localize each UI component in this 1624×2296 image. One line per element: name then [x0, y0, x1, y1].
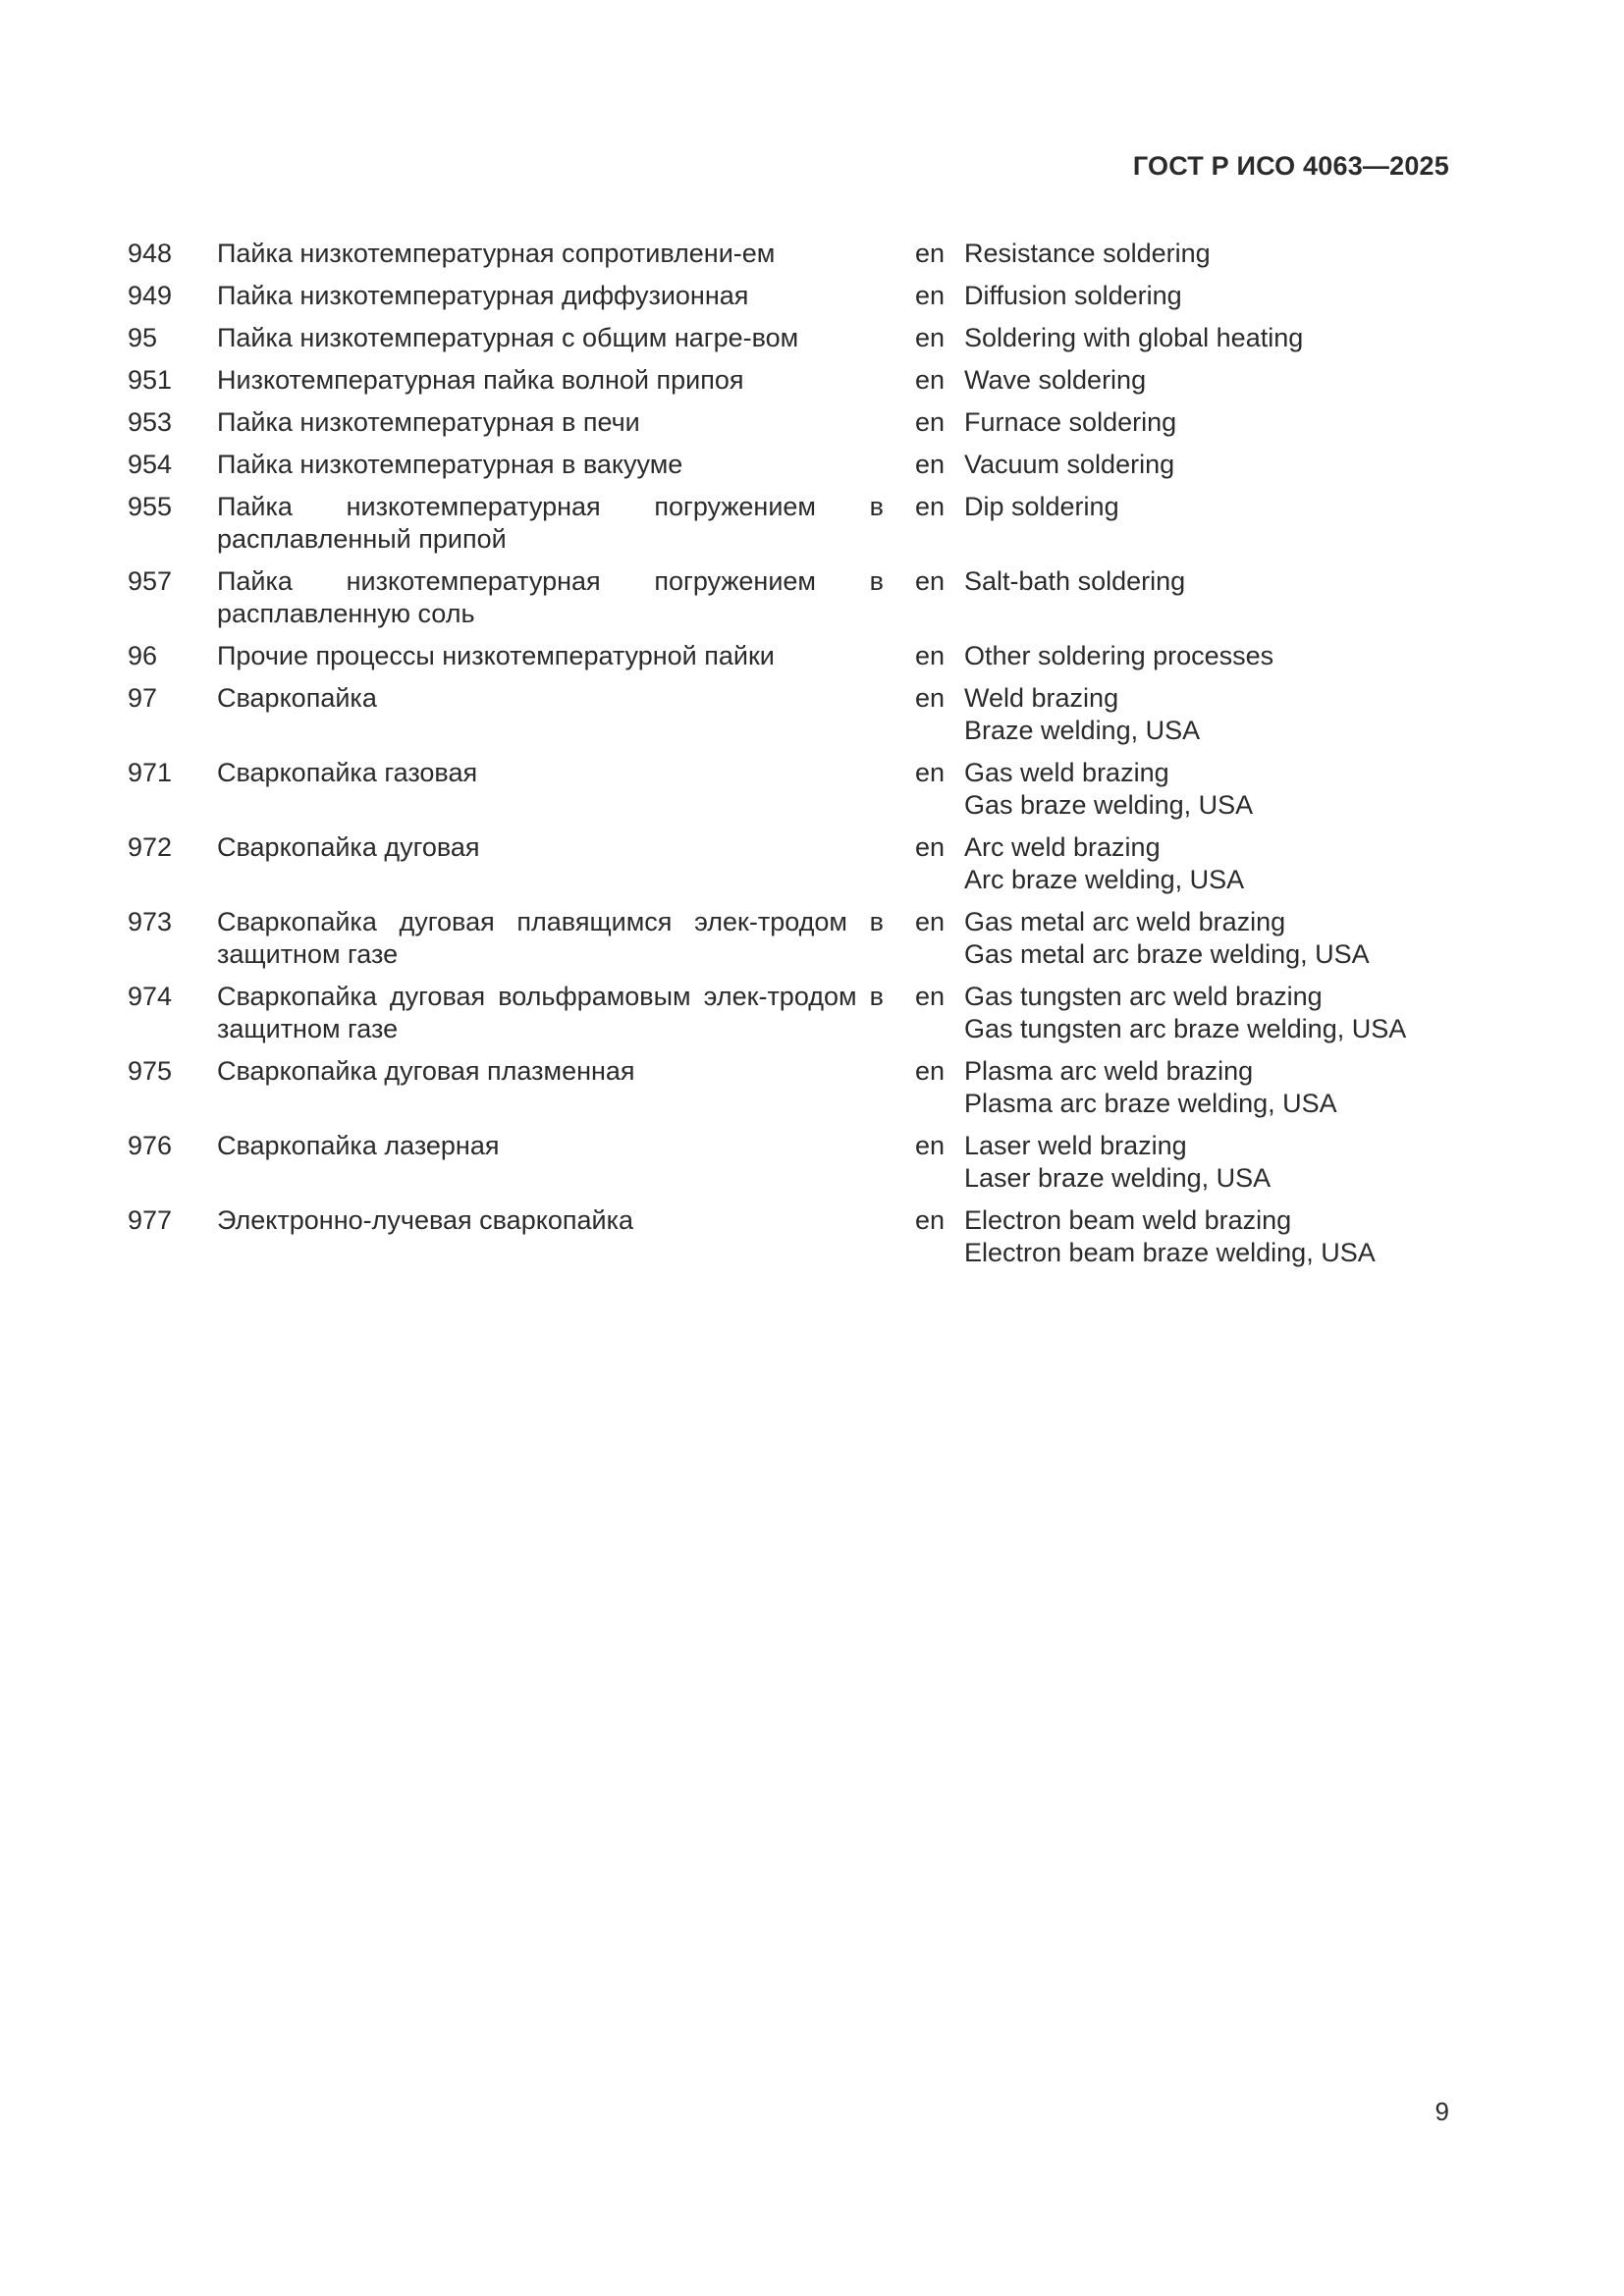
- term-russian: Пайка низкотемпературная погружением в расплавленную соль: [217, 566, 884, 628]
- term-russian: Сваркопайка лазерная: [217, 1131, 500, 1160]
- language-code: en: [914, 281, 946, 310]
- term-russian: Сваркопайка дуговая вольфрамовым элек-тродом в защитном газе: [217, 982, 884, 1043]
- term-russian: Сваркопайка дуговая плавящимся элек-тродом в защитном газе: [217, 907, 884, 969]
- table-row: [128, 565, 1335, 640]
- table-row: [128, 364, 1335, 406]
- term-english-cell: [964, 906, 1370, 981]
- term-english: Dip soldering: [964, 492, 1119, 521]
- term-english-cell: [964, 322, 1335, 364]
- table-row: [128, 981, 1335, 1055]
- term-english: Soldering with global heating: [964, 323, 1304, 352]
- term-english: Weld brazing: [964, 683, 1119, 713]
- process-code: 975: [128, 1056, 173, 1086]
- term-english: Plasma arc weld brazing: [964, 1056, 1254, 1086]
- language-code: en: [914, 907, 946, 936]
- process-code: 953: [128, 407, 173, 437]
- term-english: Resistance soldering: [964, 239, 1211, 268]
- term-english-cell: [964, 682, 1335, 757]
- term-russian: Пайка низкотемпературная в вакууме: [217, 450, 683, 479]
- term-russian: Низкотемпературная пайка волной припоя: [217, 365, 744, 395]
- process-code: 949: [128, 281, 173, 310]
- term-english: Gas braze welding, USA: [964, 790, 1254, 820]
- term-english-cell: [964, 1055, 1335, 1130]
- term-russian: Пайка низкотемпературная погружением в расплавленный припой: [217, 492, 884, 554]
- term-english-cell: [964, 280, 1335, 322]
- term-english-cell: [964, 831, 1335, 906]
- term-english: Plasma arc braze welding, USA: [964, 1089, 1337, 1118]
- term-english-cell: [964, 981, 1407, 1055]
- process-code: 97: [128, 683, 158, 713]
- term-russian: Пайка низкотемпературная с общим нагре-вом: [217, 323, 799, 352]
- term-english: Furnace soldering: [964, 407, 1177, 437]
- term-russian: Прочие процессы низкотемпературной пайки: [217, 641, 775, 670]
- terms-table-body: [128, 238, 1407, 1279]
- table-row: [128, 280, 1335, 322]
- page-number: 9: [1435, 2097, 1449, 2126]
- process-code: 955: [128, 492, 173, 521]
- term-english-cell: [964, 1204, 1376, 1279]
- table-row: [128, 322, 1335, 364]
- table-row: [128, 1204, 1335, 1279]
- language-code: en: [914, 365, 946, 395]
- document-header: ГОСТ Р ИСО 4063—2025: [1132, 151, 1449, 181]
- term-english-cell: [964, 640, 1335, 682]
- term-english-cell: [964, 757, 1335, 831]
- term-english: Gas weld brazing: [964, 758, 1169, 787]
- term-english: Arc weld brazing: [964, 832, 1161, 862]
- process-code: 972: [128, 832, 173, 862]
- language-code: en: [914, 566, 946, 596]
- table-row: [128, 757, 1335, 831]
- language-code: en: [914, 407, 946, 437]
- term-english: Electron beam braze welding, USA: [964, 1238, 1376, 1267]
- process-code: 957: [128, 566, 173, 596]
- term-english: Electron beam weld brazing: [964, 1205, 1292, 1235]
- language-code: en: [914, 982, 946, 1011]
- language-code: en: [914, 758, 946, 787]
- language-code: en: [914, 450, 946, 479]
- term-english: Gas metal arc weld brazing: [964, 907, 1286, 936]
- term-english: Other soldering processes: [964, 641, 1274, 670]
- language-code: en: [914, 1205, 946, 1235]
- term-russian: Пайка низкотемпературная в печи: [217, 407, 640, 437]
- language-code: en: [914, 641, 946, 670]
- table-row: [128, 640, 1335, 682]
- table-row: [128, 906, 1335, 981]
- term-english: Gas metal arc braze welding, USA: [964, 939, 1370, 969]
- process-code: 976: [128, 1131, 173, 1160]
- language-code: en: [914, 239, 946, 268]
- term-english: Braze welding, USA: [964, 716, 1201, 745]
- process-code: 95: [128, 323, 158, 352]
- table-row: [128, 831, 1335, 906]
- language-code: en: [914, 323, 946, 352]
- term-russian: Пайка низкотемпературная диффузионная: [217, 281, 749, 310]
- process-code: 974: [128, 982, 173, 1011]
- term-russian: Сваркопайка газовая: [217, 758, 478, 787]
- table-row: [128, 1130, 1335, 1204]
- term-english-cell: [964, 406, 1335, 449]
- table-row: [128, 682, 1335, 757]
- term-english: Gas tungsten arc weld brazing: [964, 982, 1323, 1011]
- term-english: Laser braze welding, USA: [964, 1163, 1272, 1193]
- term-english-cell: [964, 238, 1335, 280]
- table-row: [128, 1055, 1335, 1130]
- term-english: Laser weld brazing: [964, 1131, 1187, 1160]
- process-code: 954: [128, 450, 173, 479]
- term-russian: Сваркопайка дуговая плазменная: [217, 1056, 635, 1086]
- term-russian: Сваркопайка дуговая: [217, 832, 480, 862]
- language-code: en: [914, 683, 946, 713]
- language-code: en: [914, 1056, 946, 1086]
- language-code: en: [914, 492, 946, 521]
- term-english: Vacuum soldering: [964, 450, 1175, 479]
- language-code: en: [914, 1131, 946, 1160]
- term-english-cell: [964, 1130, 1335, 1204]
- process-code: 951: [128, 365, 173, 395]
- process-code: 971: [128, 758, 173, 787]
- term-english: Wave soldering: [964, 365, 1147, 395]
- table-row: [128, 449, 1335, 491]
- process-code: 977: [128, 1205, 173, 1235]
- process-code: 948: [128, 239, 173, 268]
- term-russian: Электронно-лучевая сваркопайка: [217, 1205, 633, 1235]
- term-english: Arc braze welding, USA: [964, 865, 1245, 894]
- term-english-cell: [964, 449, 1335, 491]
- table-row: [128, 238, 1335, 280]
- term-english-cell: [964, 565, 1335, 640]
- table-row: [128, 406, 1335, 449]
- process-code: 96: [128, 641, 158, 670]
- process-code: 973: [128, 907, 173, 936]
- term-english-cell: [964, 364, 1335, 406]
- table-row: [128, 491, 1335, 565]
- terms-table: [128, 238, 1407, 1279]
- term-english: Salt-bath soldering: [964, 566, 1186, 596]
- term-russian: Сваркопайка: [217, 683, 377, 713]
- language-code: en: [914, 832, 946, 862]
- term-english: Gas tungsten arc braze welding, USA: [964, 1014, 1407, 1043]
- term-russian: Пайка низкотемпературная сопротивлени-ем: [217, 239, 776, 268]
- term-english: Diffusion soldering: [964, 281, 1182, 310]
- term-english-cell: [964, 491, 1335, 565]
